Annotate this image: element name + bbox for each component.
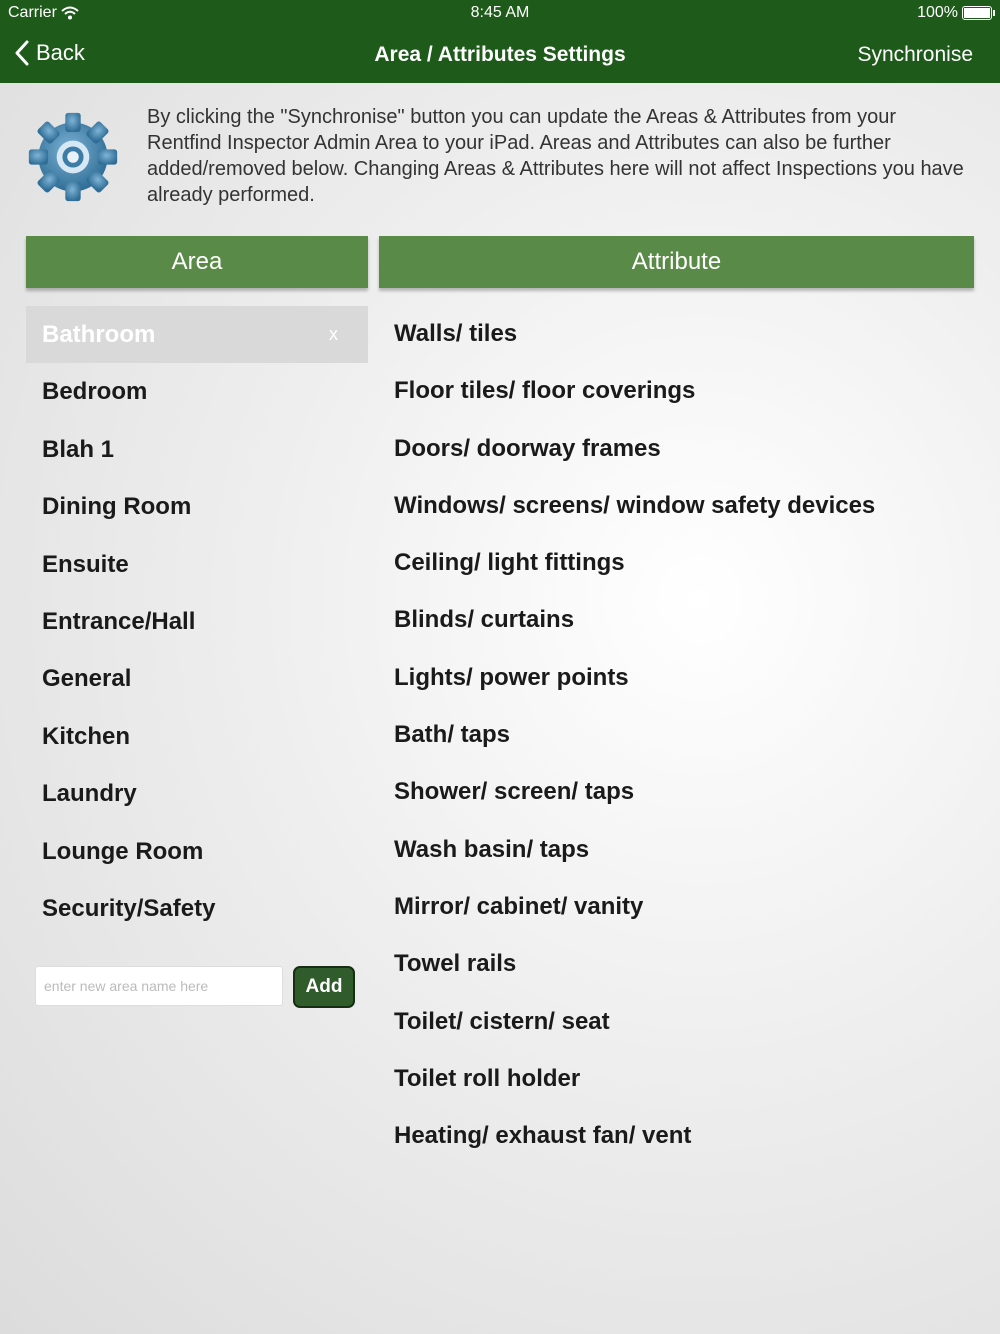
synchronise-button[interactable]: Synchronise: [857, 43, 973, 66]
area-item-label: Lounge Room: [42, 837, 204, 865]
chevron-left-icon: [14, 40, 30, 66]
battery-icon: [962, 6, 992, 20]
attribute-item[interactable]: Toilet/ cistern/ seat: [394, 1007, 610, 1035]
area-item-label: Blah 1: [42, 435, 115, 463]
area-item[interactable]: [26, 478, 368, 535]
attribute-item[interactable]: Towel rails: [394, 950, 517, 978]
area-item[interactable]: [26, 650, 368, 707]
back-button[interactable]: [14, 40, 85, 66]
back-label: Back: [36, 40, 85, 65]
area-item-label: Ensuite: [42, 550, 129, 578]
area-item[interactable]: [26, 708, 368, 765]
status-battery-group: [917, 4, 992, 22]
attribute-item[interactable]: Blinds/ curtains: [394, 606, 575, 634]
area-item[interactable]: [26, 765, 368, 822]
area-item[interactable]: [26, 823, 368, 880]
add-area-button[interactable]: Add: [293, 966, 355, 1008]
area-list: [26, 306, 368, 937]
area-item[interactable]: [26, 593, 368, 650]
area-item[interactable]: [26, 536, 368, 593]
attribute-item[interactable]: Bath/ taps: [394, 721, 511, 749]
attribute-item[interactable]: Heating/ exhaust fan/ vent: [394, 1122, 692, 1150]
battery-percent: 100%: [917, 4, 958, 21]
area-item-label: Security/Safety: [42, 894, 216, 922]
area-item-label: Bedroom: [42, 378, 148, 406]
area-column-header: Area: [26, 236, 368, 288]
area-item-label: Laundry: [42, 780, 137, 808]
page-title: Area / Attributes Settings: [374, 43, 626, 66]
attribute-item[interactable]: Walls/ tiles: [394, 320, 518, 347]
area-item[interactable]: [26, 880, 368, 937]
area-item-label: Bathroom: [42, 321, 156, 348]
navigation-bar: [0, 0, 1000, 83]
nav-row: [0, 30, 1000, 80]
attribute-item[interactable]: Windows/ screens/ window safety devices: [394, 491, 876, 519]
attribute-item[interactable]: Ceiling/ light fittings: [394, 549, 625, 577]
attribute-item[interactable]: Lights/ power points: [394, 663, 629, 691]
attribute-item[interactable]: Mirror/ cabinet/ vanity: [394, 892, 644, 920]
attribute-item[interactable]: Doors/ doorway frames: [394, 434, 661, 462]
attribute-item[interactable]: Wash basin/ taps: [394, 835, 590, 863]
remove-area-button[interactable]: x: [329, 324, 338, 344]
carrier-label: Carrier: [8, 4, 57, 21]
area-item-label: Kitchen: [42, 722, 131, 750]
area-item[interactable]: [26, 421, 368, 478]
area-item[interactable]: [26, 363, 368, 420]
add-area-row: [35, 966, 357, 1008]
new-area-input[interactable]: [35, 966, 283, 1006]
attribute-item[interactable]: Shower/ screen/ taps: [394, 778, 635, 806]
info-panel: [25, 104, 975, 214]
area-item-label: Entrance/Hall: [42, 607, 196, 635]
area-item-label: General: [42, 665, 132, 693]
gear-icon: [25, 109, 121, 205]
battery-fill: [964, 8, 990, 18]
area-item[interactable]: [26, 306, 368, 363]
attribute-item[interactable]: Floor tiles/ floor coverings: [394, 377, 696, 405]
attribute-list: [394, 305, 974, 1164]
attribute-item[interactable]: Toilet roll holder: [394, 1064, 581, 1092]
info-text: By clicking the "Synchronise" button you can update the Areas & Attributes from your Rentfind Inspector Admin Area to your iPad. Areas and Attributes can also be further added/removed below. Changing Areas & Attributes here will not affect Inspections you have already performed.: [147, 106, 964, 206]
area-item-label: Dining Room: [42, 493, 192, 521]
attribute-column-header: Attribute: [379, 236, 974, 288]
status-time: 8:45 AM: [470, 4, 530, 21]
